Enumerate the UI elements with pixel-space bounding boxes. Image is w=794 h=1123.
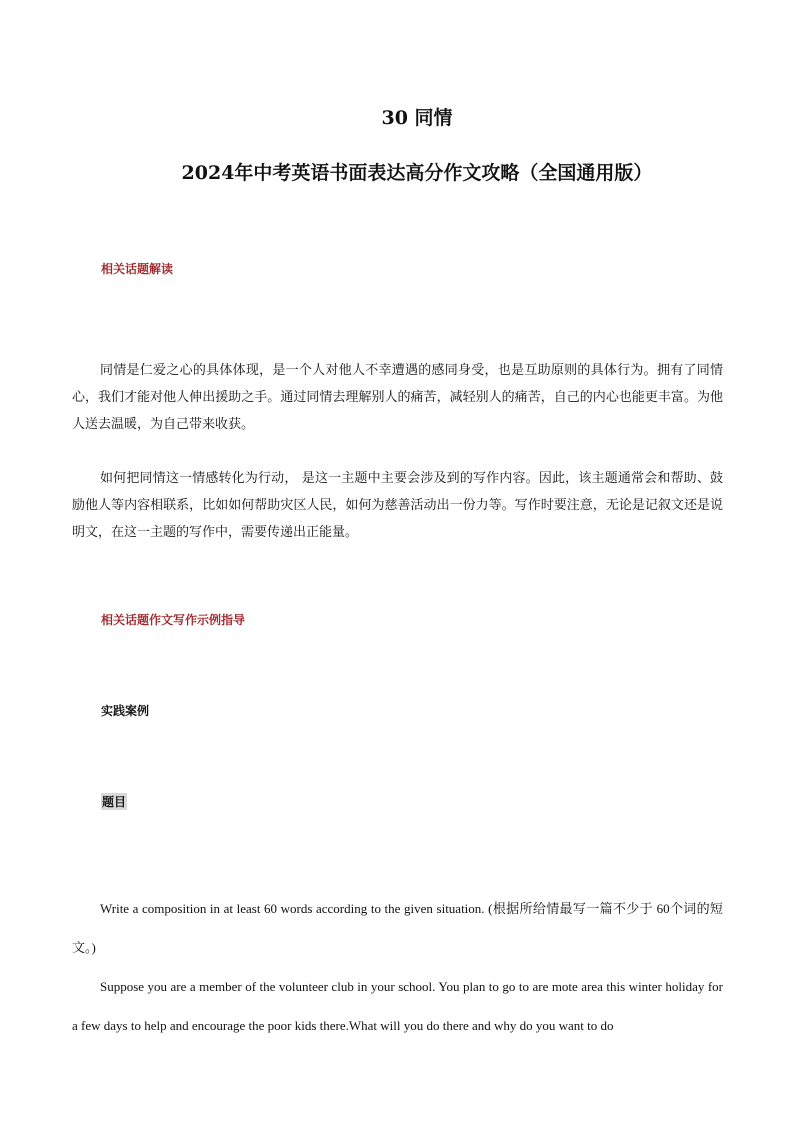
topic-paragraph-2: 如何把同情这一情感转化为行动， 是这一主题中主要会涉及到的写作内容。因此，该主题通常会和帮助、鼓励他人等内容相联系，比如如何帮助灾区人民，如何为慈善活动出一份力等。写作时要注意，无论是记叙文还是说明文，在这一主题的写作中，需要传递出正能量。 bbox=[72, 471, 723, 540]
question-heading: 题目 bbox=[102, 795, 127, 809]
practice-case-heading: 实践案例 bbox=[101, 704, 150, 718]
document-title: 2024年中考英语书面表达高分作文攻略（全国通用版） bbox=[181, 162, 653, 184]
writing-instruction: Write a composition in at least 60 words according to the given situation. (根据所给情最写一篇不少于 60个词的短文。) bbox=[72, 901, 723, 955]
writing-guide-heading: 相关话题作文写作示例指导 bbox=[101, 613, 246, 627]
topic-interpretation-heading: 相关话题解读 bbox=[101, 262, 174, 276]
writing-situation: Suppose you are a member of the volunteer club in your school. You plan to go to are mote area this winter holiday for a few days to help and encourage the poor kids there.What will you do there and why do you want to do bbox=[72, 979, 723, 1033]
document-title-number: 30 同情 bbox=[381, 107, 453, 129]
topic-paragraph-1: 同情是仁爱之心的具体体现，是一个人对他人不幸遭遇的感同身受，也是互助原则的具体行为。拥有了同情心，我们才能对他人伸出援助之手。通过同情去理解别人的痛苦，减轻别人的痛苦，自己的内心也能更丰富。为他人送去温暖，为自己带来收获。 bbox=[72, 363, 723, 432]
